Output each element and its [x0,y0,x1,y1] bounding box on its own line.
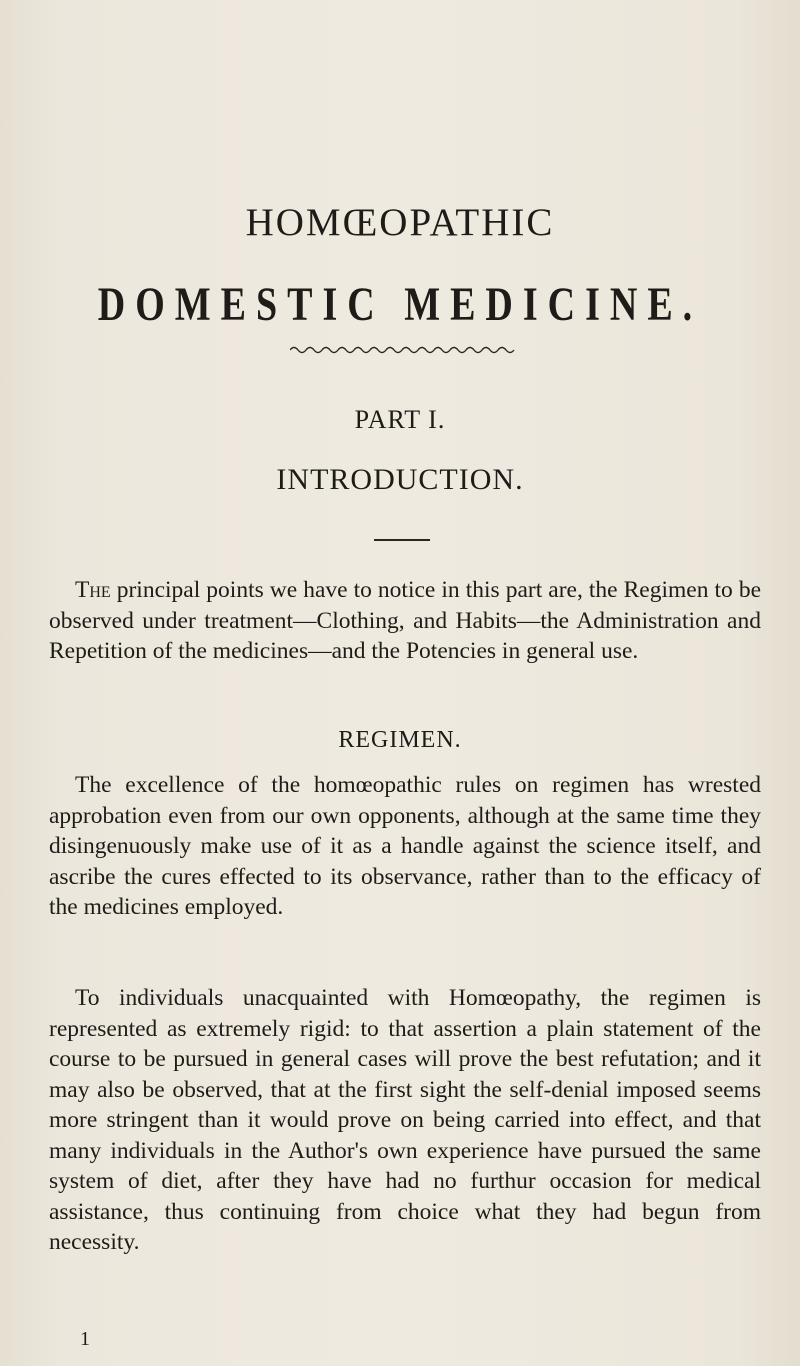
title-line-2: DOMESTIC MEDICINE. [97,278,703,332]
paragraph-1-lead: The [75,577,111,603]
wavy-rule [290,342,516,358]
section-title: INTRODUCTION. [276,463,524,496]
paragraph-2: The excellence of the homœopathic rules on regimen has wrested approbation even from our own opponents, although at the same time they disingenuously make use of it as a handle against the science itself, and ascribe the cures effected to its observance, rather than to the efficacy of the medicines employed. [49,772,761,920]
paragraph-3: To individuals unacquainted with Homœopathy, the regimen is represented as extremely rigid: to that assertion a plain statement of the course to be pursued in general cases will prove the best refutation; and it may also be observed, that at the first sight the self-denial imposed seems more stringent than it would prove on being carried into effect, and that many individuals in the Author's own experience have pursued the same system of diet, after they have had no furthur occasion for medical assistance, thus continuing from choice what they had begun from necessity. [49,985,761,1255]
page-number: 1 [80,1328,90,1350]
title-line-1: HOMŒOPATHIC [245,201,555,244]
paragraph-1-text: principal points we have to notice in this part are, the Regimen to be observed under treatment—Clothing, and Habits—the Administration and Repetition of the medicines—and the Potencies in general use. [49,577,761,664]
subheading-regimen: REGIMEN. [338,727,462,753]
short-rule [374,539,430,541]
paragraph-1 [49,575,761,667]
part-label: PART I. [354,405,446,434]
